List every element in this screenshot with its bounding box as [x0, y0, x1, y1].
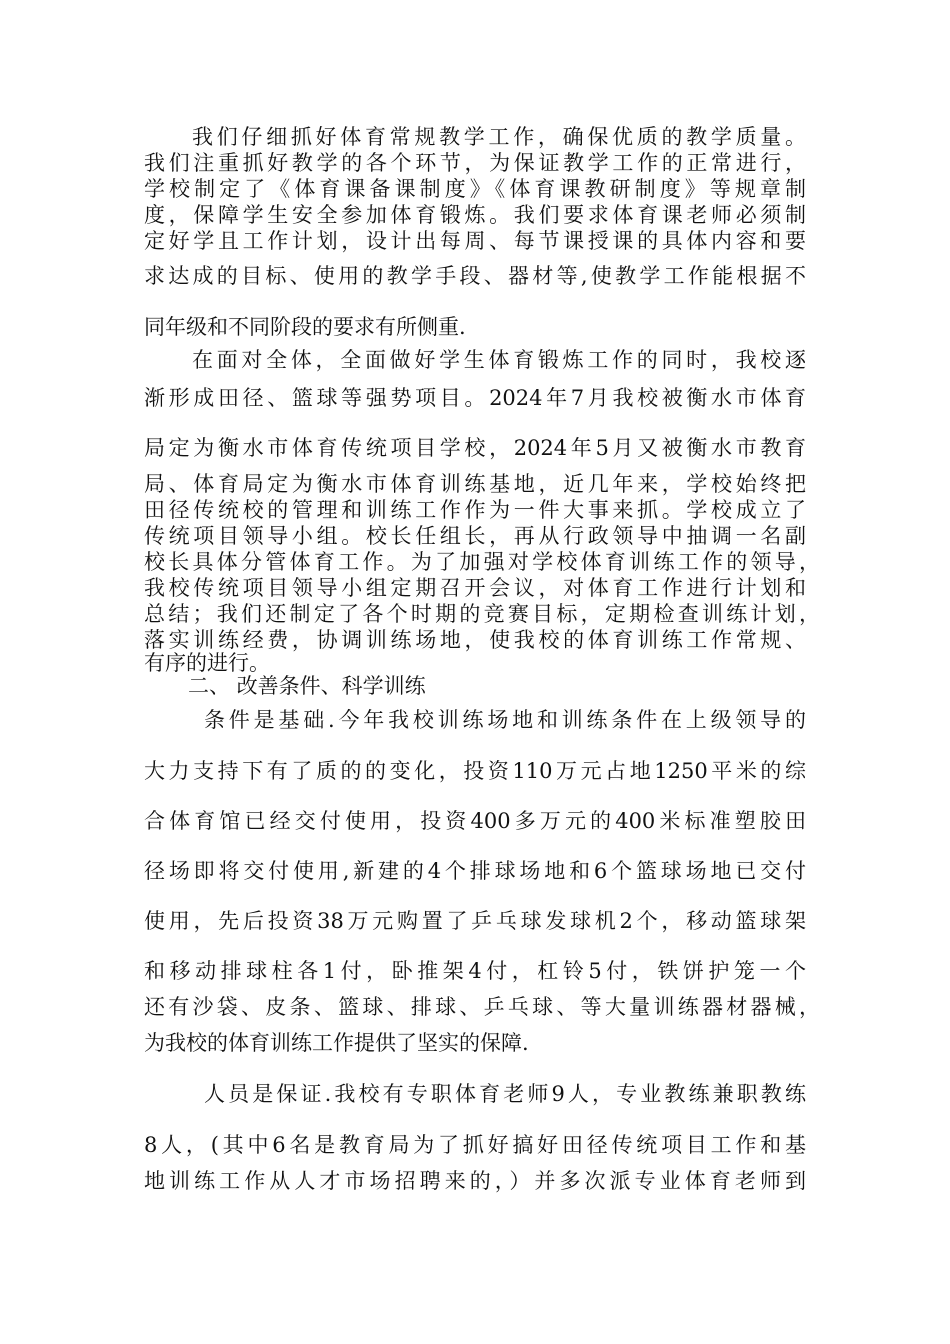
text-line: 在面对全体，全面做好学生体育锻炼工作的同时，我校逐 — [192, 348, 806, 372]
text-line: 局、体育局定为衡水市体育训练基地，近几年来，学校始终把 — [144, 472, 806, 496]
text-line: 还有沙袋、皮条、篮球、排球、乒乓球、等大量训练器材器械， — [144, 995, 820, 1019]
text-line: 学校制定了《体育课备课制度》《体育课教研制度》等规章制 — [144, 177, 806, 201]
text-line: 径场即将交付使用,新建的4个排球场地和6个篮球场地已交付 — [144, 859, 806, 883]
text-line: 使用，先后投资38万元购置了乒乓球发球机2个，移动篮球架 — [144, 909, 806, 933]
text-line: 定好学且工作计划，设计出每周、每节课授课的具体内容和要 — [144, 229, 806, 253]
text-line: 条件是基础.今年我校训练场地和训练条件在上级领导的 — [204, 708, 806, 732]
text-line: 落实训练经费，协调训练场地，使我校的体育训练工作常规、 — [144, 628, 806, 652]
text-line: 合体育馆已经交付使用，投资400多万元的400米标准塑胶田 — [144, 809, 806, 833]
text-line: 渐形成田径、篮球等强势项目。2024年7月我校被衡水市体育 — [144, 386, 806, 410]
text-line: 同年级和不同阶段的要求有所侧重. — [144, 315, 466, 339]
text-line: 有序的进行。 — [144, 651, 270, 675]
text-line: 我校传统项目领导小组定期召开会议，对体育工作进行计划和 — [144, 576, 806, 600]
text-line: 总结；我们还制定了各个时期的竞赛目标，定期检查训练计划， — [144, 602, 820, 626]
text-line: 求达成的目标、使用的教学手段、器材等,使教学工作能根据不 — [144, 264, 806, 288]
section-heading: 二、 改善条件、科学训练 — [188, 674, 426, 698]
text-line: 局定为衡水市体育传统项目学校，2024年5月又被衡水市教育 — [144, 436, 806, 460]
text-line: 传统项目领导小组。校长任组长，再从行政领导中抽调一名副 — [144, 524, 806, 548]
text-line: 我们仔细抓好体育常规教学工作，确保优质的教学质量。 — [192, 125, 806, 149]
text-line: 度，保障学生安全参加体育锻炼。我们要求体育课老师必须制 — [144, 203, 806, 227]
text-line: 田径传统校的管理和训练工作作为一件大事来抓。学校成立了 — [144, 498, 806, 522]
text-line: 人员是保证.我校有专职体育老师9人，专业教练兼职教练 — [204, 1082, 806, 1106]
text-line: 为我校的体育训练工作提供了坚实的保障. — [144, 1031, 529, 1055]
text-line: 8人，(其中6名是教育局为了抓好搞好田径传统项目工作和基 — [144, 1133, 806, 1157]
text-line: 我们注重抓好教学的各个环节，为保证教学工作的正常进行， — [144, 151, 806, 175]
text-line: 和移动排球柱各1付，卧推架4付，杠铃5付，铁饼护笼一个 — [144, 959, 806, 983]
text-line: 地训练工作从人才市场招聘来的，）并多次派专业体育老师到 — [144, 1169, 806, 1193]
text-line: 校长具体分管体育工作。为了加强对学校体育训练工作的领导， — [144, 550, 820, 574]
text-line: 大力支持下有了质的的变化，投资110万元占地1250平米的综 — [144, 759, 806, 783]
